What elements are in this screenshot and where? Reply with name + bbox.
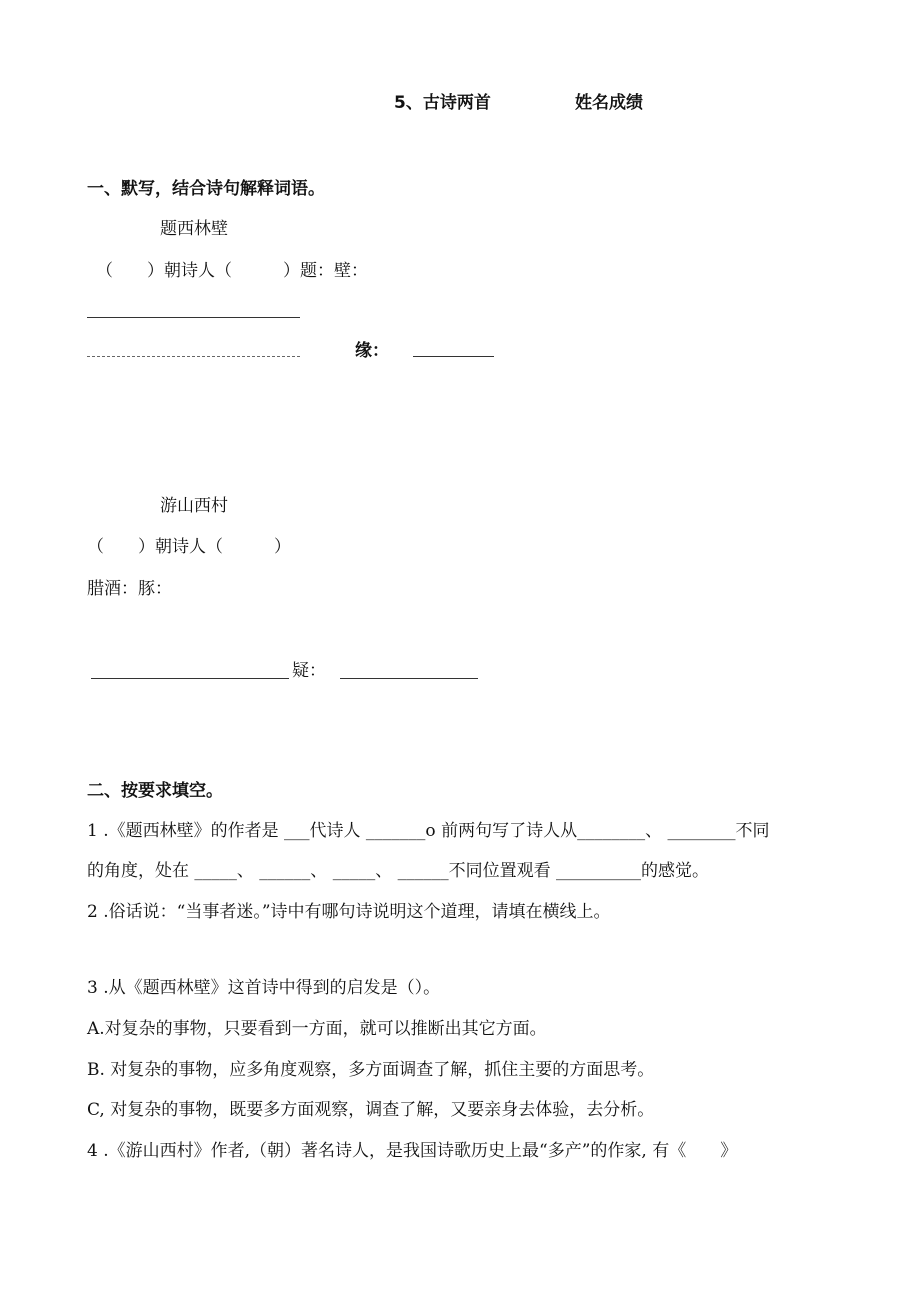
poem2-byline: （ ）朝诗人（ ） [87,537,291,557]
q3-text: 3 .从《题西林壁》这首诗中得到的启发是（）。 [87,978,441,998]
q3-option-b: B. 对复杂的事物，应多角度观察，多方面调查了解，抓住主要的方面思考。 [87,1060,655,1080]
term-yuan-label: 缘： [355,341,389,361]
q3-option-c: C, 对复杂的事物，既要多方面观察，调查了解，又要亲身去体验，去分析。 [87,1100,655,1120]
section2-heading: 二、按要求填空。 [87,781,223,801]
term-yi-label: 疑： [292,661,326,681]
term-yuan-answer-line[interactable] [413,356,494,357]
poem2-title: 游山西村 [160,496,228,516]
q4-text: 4 .《游山西村》作者,（朝）著名诗人，是我国诗歌历史上最“多产”的作家, 有《 》 [87,1141,738,1161]
poem2-terms: 腊酒：豚： [87,579,172,599]
term-yi-answer-line[interactable] [340,678,478,679]
poem1-answer-line-2[interactable] [87,356,300,357]
name-score-label: 姓名成绩 [575,93,643,113]
poem1-answer-line-1[interactable] [87,317,300,318]
q1-line2: 的角度，处在 _____、 ______、 _____、 ______不同位置观看 __________的感觉。 [87,861,710,881]
poem2-answer-line[interactable] [91,678,289,679]
poem1-byline: （ ）朝诗人（ ）题：壁： [96,261,368,281]
q2-text: 2 .俗话说：“当事者迷。”诗中有哪句诗说明这个道理，请填在横线上。 [87,902,611,922]
lesson-title: 5、古诗两首 [394,93,491,113]
q1-line1: 1 .《题西林壁》的作者是 ___代诗人 _______o 前两句写了诗人从________、 ________不同 [87,821,770,841]
section1-heading: 一、默写，结合诗句解释词语。 [87,179,325,199]
poem1-title: 题西林壁 [160,219,228,239]
q3-option-a: A.对复杂的事物，只要看到一方面，就可以推断出其它方面。 [87,1019,547,1039]
